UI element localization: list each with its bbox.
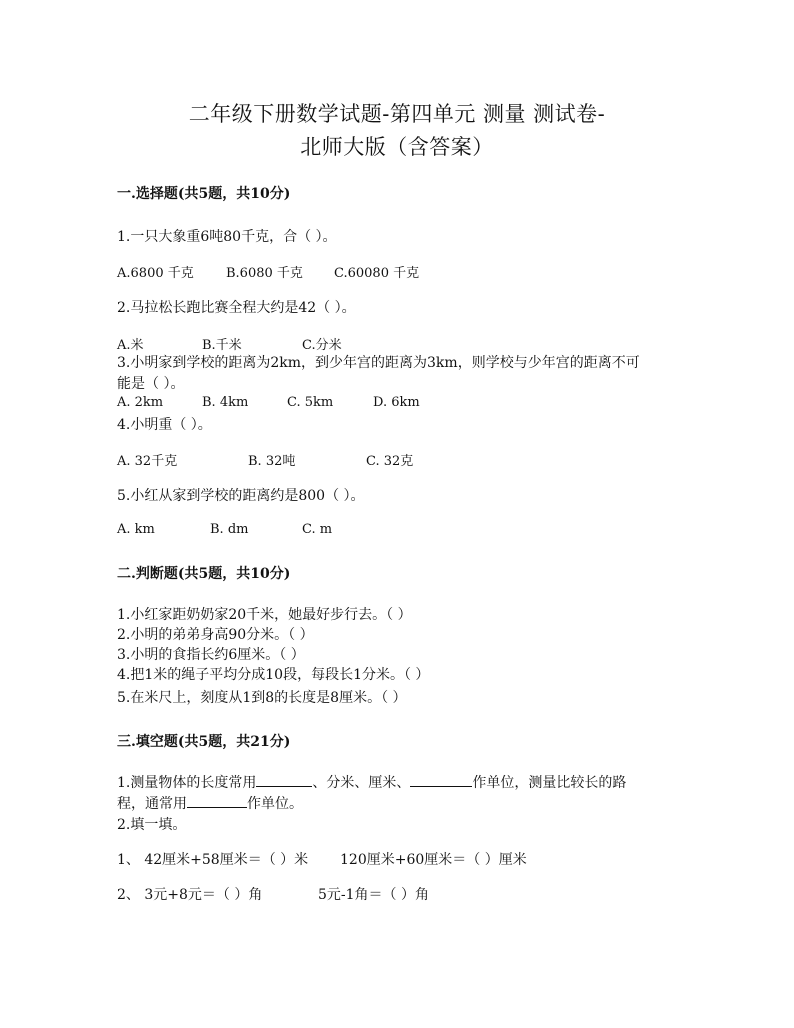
judgement-item: 3.小明的食指长约6厘米。（ ） (117, 647, 305, 663)
fill-text: 程，通常用 (117, 796, 187, 812)
option-c: C. 5km (287, 395, 334, 410)
option-c: C. 32克 (366, 454, 414, 469)
section-heading-fill: 三.填空题(共5题，共21分) (117, 734, 291, 750)
option-b: B.千米 (202, 338, 242, 353)
judgement-item: 5.在米尺上，刻度从1到8的长度是8厘米。（ ） (117, 690, 407, 706)
page-title-line-2: 北师大版（含答案） (300, 135, 494, 159)
fill-item: 120厘米+60厘米＝（ ）厘米 (340, 852, 527, 868)
option-a: A. km (117, 522, 155, 537)
fill-question-1-line-2 (117, 793, 303, 813)
question-stem-line-1: 3.小明家到学校的距离为2km，到少年宫的距离为3km，则学校与少年宫的距离不可 (117, 355, 640, 371)
answer-blank[interactable] (187, 795, 247, 808)
option-a: A.6800 千克 (117, 266, 194, 281)
option-a: A. 32千克 (117, 454, 178, 469)
fill-item: 5元-1角＝（ ）角 (318, 887, 429, 903)
question-stem: 4.小明重（ ）。 (117, 417, 212, 433)
section-heading-choice: 一.选择题(共5题，共10分) (117, 186, 291, 202)
question-stem: 2.马拉松长跑比赛全程大约是42（ ）。 (117, 300, 356, 316)
option-b: B.6080 千克 (226, 266, 303, 281)
question-stem: 5.小红从家到学校的距离约是800（ ）。 (117, 488, 365, 504)
fill-text: 、分米、厘米、 (312, 775, 411, 791)
option-c: C.60080 千克 (334, 266, 420, 281)
option-c: C. m (302, 522, 333, 537)
option-d: D. 6km (373, 395, 420, 410)
fill-item: 1、 42厘米+58厘米＝（ ）米 (117, 852, 309, 868)
option-c: C.分米 (302, 338, 342, 353)
question-stem-line-2: 能是（ ）。 (117, 376, 185, 392)
judgement-item: 4.把1米的绳子平均分成10段，每段长1分米。（ ） (117, 667, 430, 683)
fill-text: 作单位。 (247, 796, 303, 812)
answer-blank[interactable] (256, 774, 312, 787)
option-b: B. 4km (202, 395, 249, 410)
judgement-item: 1.小红家距奶奶家20千米，她最好步行去。（ ） (117, 607, 412, 623)
question-stem: 1.一只大象重6吨80千克，合（ ）。 (117, 229, 337, 245)
page-title-line-1: 二年级下册数学试题-第四单元 测量 测试卷- (188, 102, 606, 126)
option-b: B. 32吨 (248, 454, 296, 469)
answer-blank[interactable] (410, 774, 472, 787)
section-heading-judgement: 二.判断题(共5题，共10分) (117, 566, 291, 582)
option-b: B. dm (210, 522, 249, 537)
fill-text: 作单位，测量比较长的路 (472, 775, 627, 791)
option-a: A.米 (117, 338, 144, 353)
fill-question-2-stem: 2.填一填。 (117, 817, 187, 833)
option-a: A. 2km (117, 395, 164, 410)
judgement-item: 2.小明的弟弟身高90分米。（ ） (117, 627, 314, 643)
fill-text: 1.测量物体的长度常用 (117, 775, 257, 791)
fill-question-1-line-1 (117, 772, 626, 792)
fill-item: 2、 3元+8元＝（ ）角 (117, 887, 263, 903)
